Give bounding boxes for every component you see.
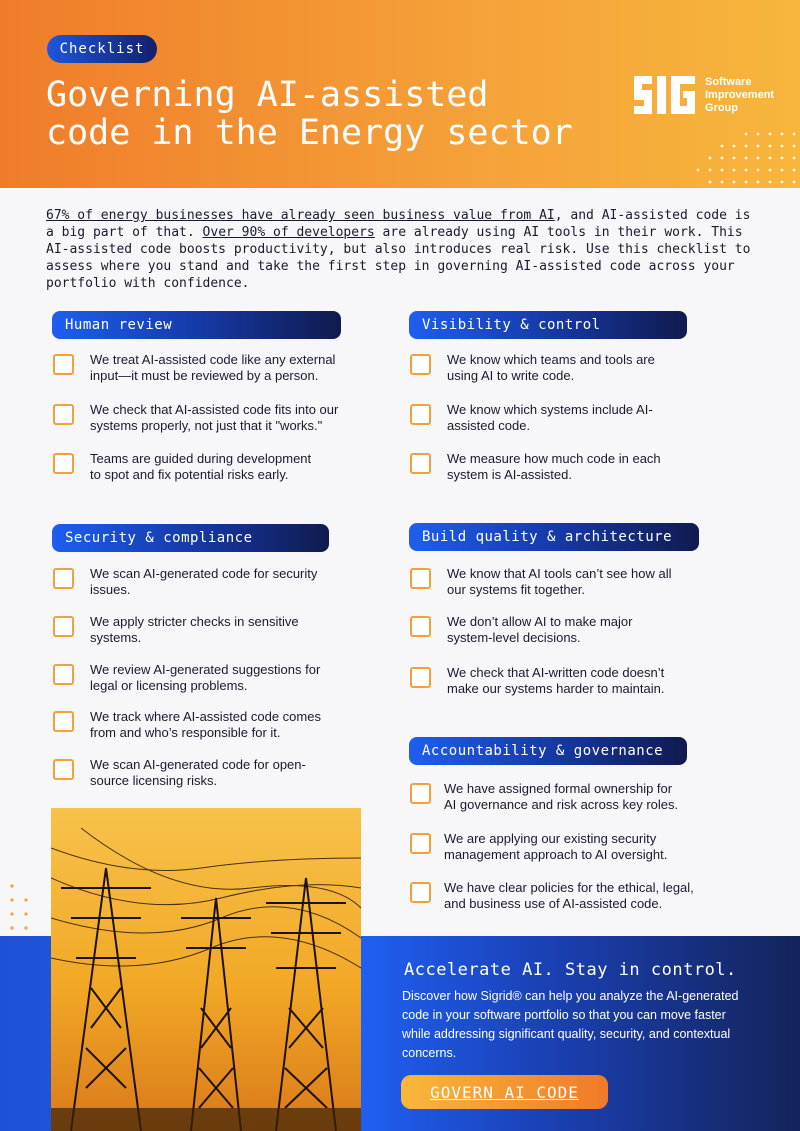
- checklist-item[interactable]: [410, 566, 672, 598]
- checklist-item[interactable]: [53, 566, 317, 598]
- checkbox[interactable]: [53, 568, 74, 589]
- checklist-item[interactable]: [410, 402, 653, 434]
- checklist-item[interactable]: [410, 451, 661, 483]
- checklist-item-label: We don’t allow AI to make major system-level decisions.: [447, 614, 633, 645]
- checkbox[interactable]: [410, 882, 431, 903]
- checklist-item[interactable]: [410, 352, 655, 384]
- checkbox[interactable]: [53, 453, 74, 474]
- checkbox[interactable]: [410, 453, 431, 474]
- govern-ai-code-button[interactable]: GOVERN AI CODE: [401, 1075, 608, 1109]
- checklist-item-label: We are applying our existing security management approach to AI oversight.: [444, 831, 668, 862]
- intro-link-business-value[interactable]: 67% of energy businesses have already seen business value from AI: [46, 208, 555, 223]
- cta-title: Accelerate AI. Stay in control.: [404, 960, 737, 980]
- checklist-item[interactable]: [53, 614, 299, 646]
- checklist-item[interactable]: [410, 880, 694, 912]
- checkbox[interactable]: [53, 759, 74, 780]
- checklist-item-label: We review AI-generated suggestions for legal or licensing problems.: [90, 662, 321, 693]
- checkbox[interactable]: [410, 404, 431, 425]
- header-banner: [0, 0, 800, 188]
- checkbox[interactable]: [53, 711, 74, 732]
- sig-logo-icon: [632, 72, 702, 118]
- checkbox[interactable]: [410, 616, 431, 637]
- intro-link-developers[interactable]: Over 90% of developers: [202, 225, 375, 240]
- intro-text-1: , and AI-assisted code is a big part of that.: [46, 208, 751, 240]
- checklist-item[interactable]: [410, 665, 664, 697]
- checklist-item-label: We scan AI-generated code for security issues.: [90, 566, 318, 597]
- section-accountability-governance: Accountability & governance: [409, 737, 687, 765]
- checklist-item-label: We check that AI-written code doesn’t make our systems harder to maintain.: [447, 665, 665, 696]
- cta-body: Discover how Sigrid® can help you analyze the AI-generated code in your software portfolio so that you can move faster while addressing significant quality, security, and contextual concerns.: [402, 989, 739, 1060]
- checklist-item-label: We apply stricter checks in sensitive systems.: [90, 614, 299, 645]
- checklist-item-label: We have clear policies for the ethical, legal, and business use of AI-assisted code.: [444, 880, 694, 911]
- section-build-quality: Build quality & architecture: [409, 523, 699, 551]
- checkbox[interactable]: [53, 354, 74, 375]
- checklist-item-label: We treat AI-assisted code like any external input—it must be reviewed by a person.: [90, 352, 336, 383]
- checkbox[interactable]: [410, 568, 431, 589]
- logo-wordmark: Software Improvement Group: [705, 76, 775, 114]
- checklist-item[interactable]: [410, 781, 678, 813]
- checklist-item[interactable]: [53, 451, 311, 483]
- section-human-review: Human review: [52, 311, 341, 339]
- checkbox[interactable]: [410, 783, 431, 804]
- checklist-item-label: We check that AI-assisted code fits into our systems properly, not just that it "works.": [90, 402, 339, 433]
- checklist-item[interactable]: [53, 757, 306, 789]
- section-visibility-control: Visibility & control: [409, 311, 687, 339]
- checklist-item-label: We know that AI tools can’t see how all our systems fit together.: [447, 566, 672, 597]
- decorative-dots-icon: [690, 128, 800, 188]
- checklist-badge: Checklist: [47, 35, 157, 63]
- checklist-item-label: Teams are guided during development to spot and fix potential risks early.: [90, 451, 312, 482]
- checkbox[interactable]: [53, 616, 74, 637]
- checklist-item[interactable]: [53, 402, 338, 434]
- checklist-item[interactable]: [53, 709, 321, 741]
- checkbox[interactable]: [53, 664, 74, 685]
- intro-text-2: are already using AI tools in their work. This AI-assisted code boosts productivity, but also introduces real risk. Use this checklist to assess where you stand and take the first step in governing AI-assisted code across your portfolio with confidence.: [46, 225, 751, 291]
- checkbox[interactable]: [53, 404, 74, 425]
- checkbox[interactable]: [410, 354, 431, 375]
- checklist-item-label: We measure how much code in each system is AI-assisted.: [447, 451, 661, 482]
- checklist-item[interactable]: [410, 831, 667, 863]
- checklist-item[interactable]: [53, 662, 320, 694]
- checklist-item-label: We track where AI-assisted code comes from and who’s responsible for it.: [90, 709, 321, 740]
- page-title: Governing AI-assisted code in the Energy sector: [46, 75, 573, 153]
- checklist-item-label: We scan AI-generated code for open- source licensing risks.: [90, 757, 306, 788]
- checkbox[interactable]: [410, 833, 431, 854]
- checklist-item-label: We have assigned formal ownership for AI governance and risk across key roles.: [444, 781, 679, 812]
- checklist-item[interactable]: [53, 352, 335, 384]
- intro-paragraph: [46, 207, 756, 292]
- section-security-compliance: Security & compliance: [52, 524, 329, 552]
- checkbox[interactable]: [410, 667, 431, 688]
- checklist-item-label: We know which systems include AI- assisted code.: [447, 402, 653, 433]
- power-pylons-image: [51, 808, 361, 1131]
- checklist-item[interactable]: [410, 614, 632, 646]
- checklist-item-label: We know which teams and tools are using AI to write code.: [447, 352, 655, 383]
